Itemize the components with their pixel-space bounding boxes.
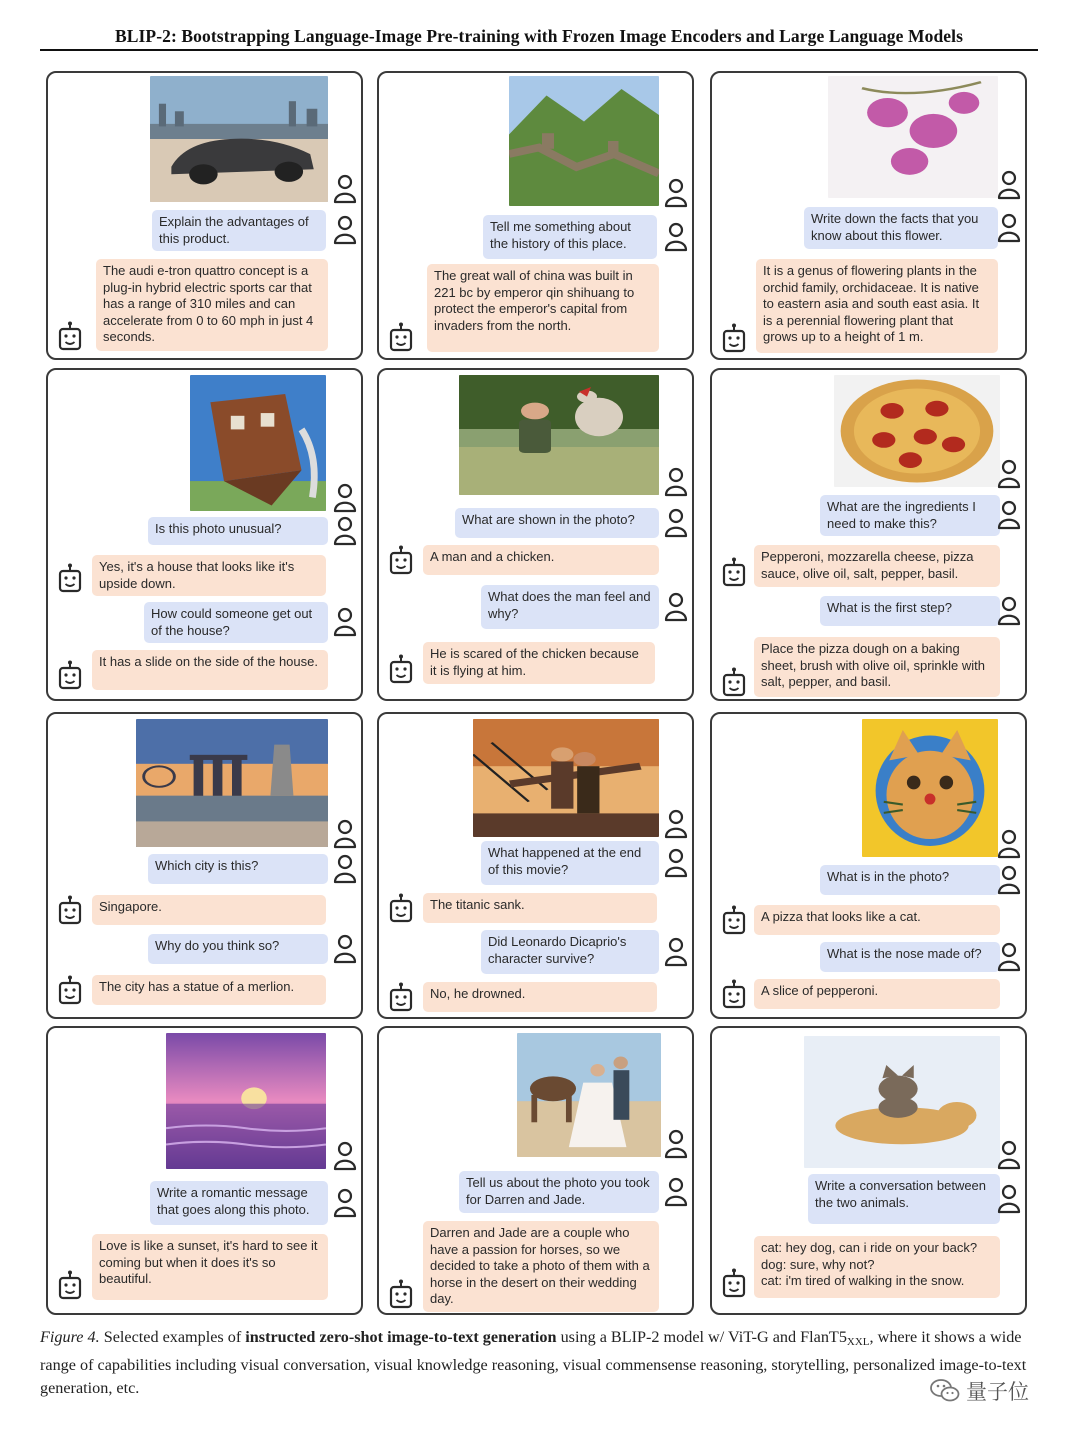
robot-icon (722, 905, 746, 935)
user-message-bubble: What are the ingredients I need to make this? (820, 495, 1000, 536)
model-response-bubble: It has a slide on the side of the house. (92, 650, 328, 690)
user-message-bubble: Why do you think so? (148, 934, 328, 964)
model-response-bubble: It is a genus of flowering plants in the orchid family, orchidaceae. It is native to eastern asia and south east asia. It is a perennial flowering plant that grows up to a height of 1 m. (756, 259, 998, 353)
pizza-photo (834, 375, 1000, 487)
robot-icon (722, 323, 746, 353)
wechat-icon (930, 1378, 960, 1404)
model-response-bubble: Pepperoni, mozzarella cheese, pizza sauce, olive oil, salt, pepper, basil. (754, 545, 1000, 587)
user-message-bubble: What happened at the end of this movie? (481, 841, 659, 885)
user-icon (333, 483, 357, 513)
user-message-bubble: Tell us about the photo you took for Darren and Jade. (459, 1171, 659, 1213)
example-panel (377, 1026, 694, 1315)
user-icon (997, 1184, 1021, 1214)
robot-icon (389, 322, 413, 352)
user-message-bubble: Explain the advantages of this product. (152, 210, 326, 251)
watermark (930, 1376, 1029, 1406)
model-response-bubble: The city has a statue of a merlion. (92, 975, 326, 1005)
user-icon (664, 1177, 688, 1207)
robot-icon (722, 1268, 746, 1298)
user-icon (997, 500, 1021, 530)
figure-caption (40, 1326, 1040, 1400)
user-icon (997, 829, 1021, 859)
robot-icon (58, 975, 82, 1005)
cat-pizza-photo (862, 719, 998, 857)
example-panel (46, 712, 363, 1019)
user-icon (997, 596, 1021, 626)
paper-header-title: BLIP-2: Bootstrapping Language-Image Pre-training with Frozen Image Encoders and Large Language Models (114, 26, 964, 46)
caption-text-1: Selected examples of (99, 1328, 246, 1346)
user-icon (997, 942, 1021, 972)
example-panel (710, 712, 1027, 1019)
example-panel (710, 71, 1027, 360)
user-icon (333, 1141, 357, 1171)
caption-bold-text: instructed zero-shot image-to-text generation (245, 1328, 557, 1346)
example-panel (46, 368, 363, 701)
user-icon (997, 459, 1021, 489)
model-response-bubble: He is scared of the chicken because it is flying at him. (423, 642, 655, 684)
man-and-chicken-photo (459, 375, 659, 495)
user-icon (333, 215, 357, 245)
user-icon (997, 1140, 1021, 1170)
robot-icon (58, 563, 82, 593)
robot-icon (389, 893, 413, 923)
robot-icon (58, 895, 82, 925)
user-message-bubble: What is the first step? (820, 596, 1000, 626)
example-panel (46, 1026, 363, 1315)
titanic-scene-photo (473, 719, 659, 837)
example-panel (710, 1026, 1027, 1315)
caption-text-2: using a BLIP-2 model w/ ViT-G and FlanT5 (556, 1328, 847, 1346)
sunset-sea-photo (166, 1033, 326, 1169)
user-icon (664, 592, 688, 622)
model-response-bubble: Singapore. (92, 895, 326, 925)
model-response-bubble: The audi e-tron quattro concept is a plug-in hybrid electric sports car that has a range of 310 miles and can accelerate from 0 to 60 mph in just 4 seconds. (96, 259, 328, 351)
robot-icon (722, 667, 746, 697)
user-message-bubble: Write a romantic message that goes along this photo. (150, 1181, 328, 1225)
user-message-bubble: How could someone get out of the house? (144, 602, 328, 643)
user-message-bubble: Write down the facts that you know about this flower. (804, 207, 998, 249)
model-response-bubble: cat: hey dog, can i ride on your back? dog: sure, why not? cat: i'm tired of walking in the snow. (754, 1236, 1000, 1298)
user-icon (664, 178, 688, 208)
model-response-bubble: No, he drowned. (423, 982, 657, 1012)
robot-icon (58, 1270, 82, 1300)
user-icon (333, 819, 357, 849)
model-response-bubble: Love is like a sunset, it's hard to see it coming but when it does it's so beautiful. (92, 1234, 328, 1300)
user-message-bubble: What are shown in the photo? (455, 508, 659, 538)
orchid-photo (828, 76, 998, 198)
model-response-bubble: A man and a chicken. (423, 545, 659, 575)
singapore-skyline-photo (136, 719, 328, 847)
example-panel (377, 368, 694, 701)
header-rule (40, 49, 1038, 51)
watermark-text: 量子位 (966, 1380, 1029, 1404)
model-response-bubble: Place the pizza dough on a baking sheet, brush with olive oil, sprinkle with salt, pepper, and basil. (754, 637, 1000, 697)
robot-icon (389, 982, 413, 1012)
user-message-bubble: Which city is this? (148, 854, 328, 884)
example-panel (377, 712, 694, 1019)
robot-icon (389, 1279, 413, 1309)
great-wall-photo (509, 76, 659, 206)
user-message-bubble: What is the nose made of? (820, 942, 1000, 972)
user-message-bubble: Is this photo unusual? (148, 517, 328, 545)
user-icon (997, 213, 1021, 243)
cat-on-dog-photo (804, 1036, 1000, 1168)
user-icon (333, 854, 357, 884)
user-message-bubble: What is in the photo? (820, 865, 1000, 895)
user-icon (664, 467, 688, 497)
user-icon (664, 809, 688, 839)
user-icon (664, 1129, 688, 1159)
example-panel (377, 71, 694, 360)
user-icon (997, 170, 1021, 200)
user-message-bubble: Did Leonardo Dicaprio's character survive? (481, 930, 659, 974)
model-response-bubble: Darren and Jade are a couple who have a passion for horses, so we decided to take a photo of them with a horse in the desert on their wedding day. (423, 1221, 659, 1312)
model-response-bubble: The great wall of china was built in 221 bc by emperor qin shihuang to protect the emperor's capital from invaders from the north. (427, 264, 659, 352)
user-icon (333, 1188, 357, 1218)
user-message-bubble: What does the man feel and why? (481, 585, 659, 629)
wedding-couple-photo (517, 1033, 661, 1157)
robot-icon (722, 979, 746, 1009)
upside-down-house-photo (190, 375, 326, 511)
user-icon (664, 508, 688, 538)
user-icon (664, 937, 688, 967)
figure-label: Figure 4. (40, 1328, 100, 1346)
caption-subscript: XXL (846, 1336, 870, 1348)
model-response-bubble: A pizza that looks like a cat. (754, 905, 1000, 935)
robot-icon (58, 321, 82, 351)
user-icon (333, 516, 357, 546)
user-icon (997, 865, 1021, 895)
caption-text-3: , where it shows a wide range of capabilities including visual conversation, visual knowledge reasoning, visual commensense reasoning, storytelling, personalized image-to-text generation, etc. (40, 1328, 1027, 1397)
user-icon (333, 934, 357, 964)
example-panel (46, 71, 363, 360)
user-icon (664, 848, 688, 878)
robot-icon (389, 545, 413, 575)
user-icon (333, 607, 357, 637)
model-response-bubble: Yes, it's a house that looks like it's upside down. (92, 555, 326, 596)
user-icon (664, 222, 688, 252)
example-panel (710, 368, 1027, 701)
user-message-bubble: Tell me something about the history of this place. (483, 215, 657, 259)
model-response-bubble: A slice of pepperoni. (754, 979, 1000, 1009)
user-icon (333, 174, 357, 204)
sports-car-photo (150, 76, 328, 202)
robot-icon (389, 654, 413, 684)
robot-icon (58, 660, 82, 690)
robot-icon (722, 557, 746, 587)
model-response-bubble: The titanic sank. (423, 893, 657, 923)
user-message-bubble: Write a conversation between the two animals. (808, 1174, 1000, 1224)
